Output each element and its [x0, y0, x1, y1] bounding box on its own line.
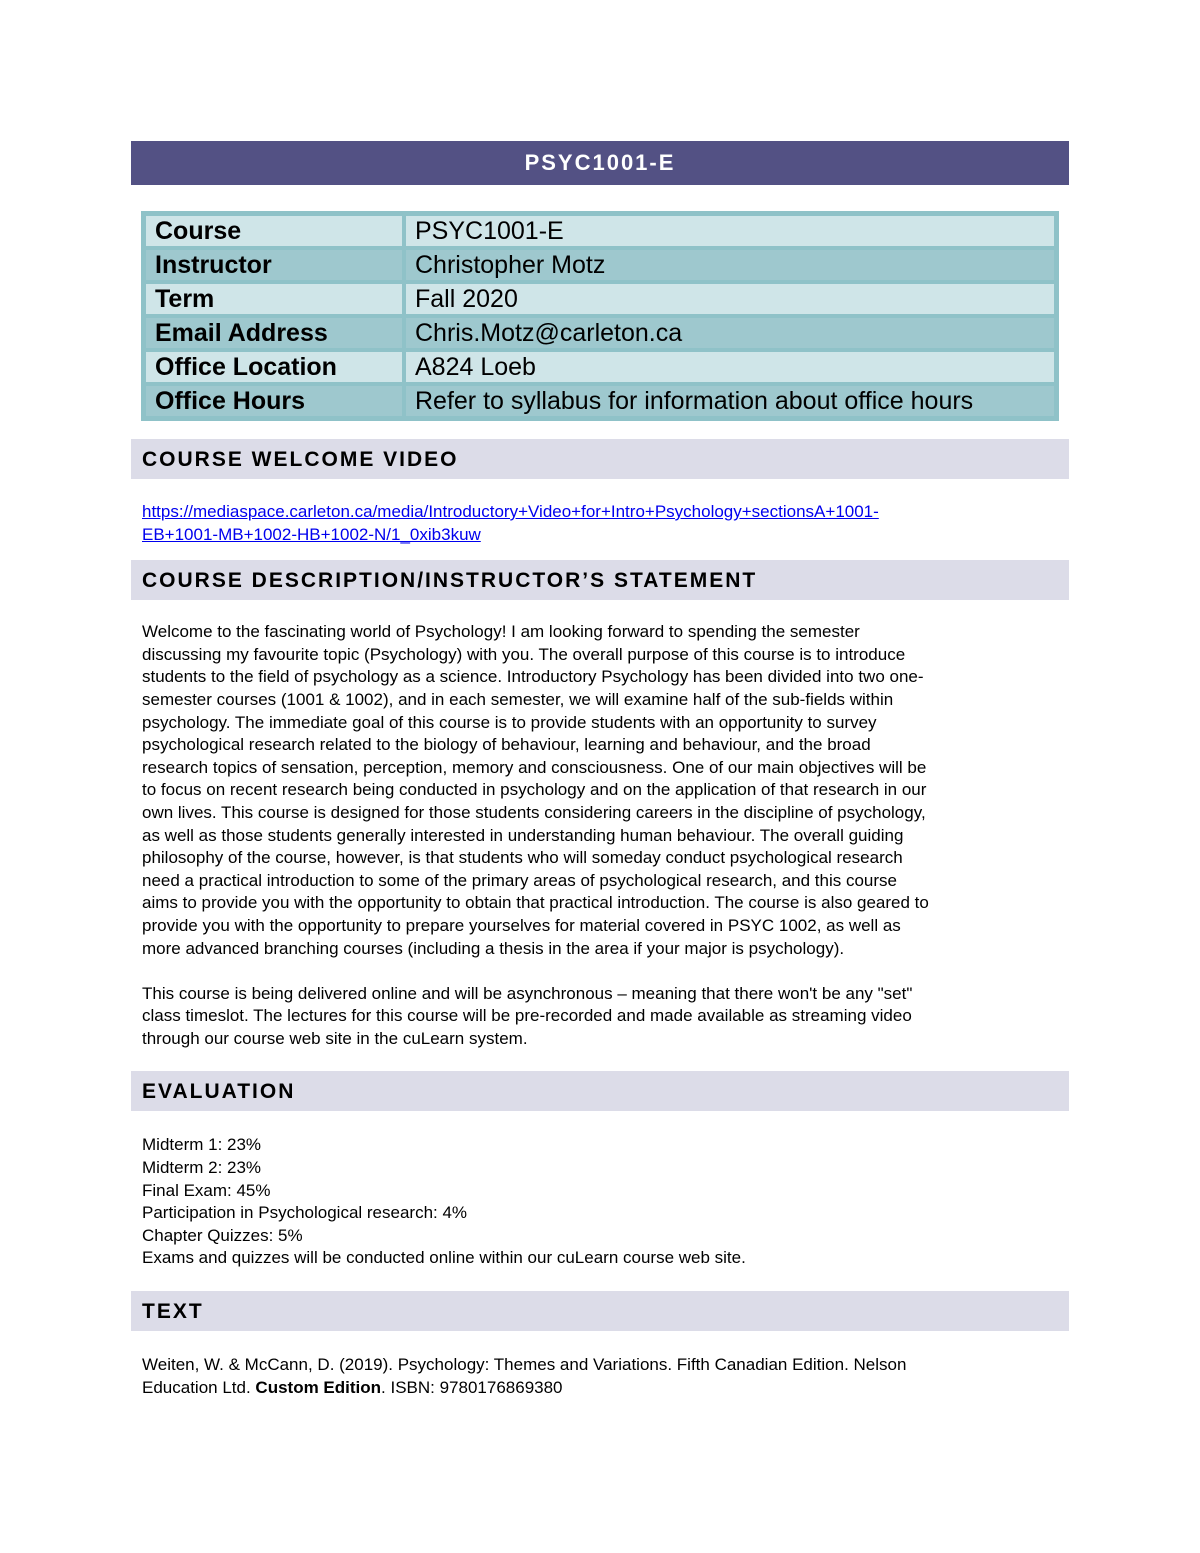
paragraph-line: students to the field of psychology as a science. Introductory Psychology has been divided into two one- [142, 667, 924, 687]
table-row [144, 384, 1056, 418]
table-row [144, 350, 1056, 384]
citation-publisher: Education Ltd. [142, 1377, 256, 1397]
evaluation-heading: EVALUATION [131, 1071, 1069, 1111]
paragraph-line: own lives. This course is designed for those students considering careers in the discipline of psychology, [142, 802, 926, 822]
textbook-citation [131, 1354, 1069, 1399]
citation-custom-edition: Custom Edition [255, 1377, 382, 1397]
welcome-video-link-block [131, 501, 1069, 546]
table-row [144, 282, 1056, 316]
info-label: Course [144, 214, 404, 248]
paragraph-line: more advanced branching courses (including a thesis in the area if your major is psychology). [142, 938, 845, 958]
evaluation-item: Chapter Quizzes: 5% [142, 1225, 303, 1245]
info-label: Email Address [144, 316, 404, 350]
paragraph-line: class timeslot. The lectures for this course will be pre-recorded and made available as streaming video [142, 1006, 912, 1026]
paragraph-line: semester courses (1001 & 1002), and in each semester, we will examine half of the sub-fields within [142, 689, 894, 709]
description-body [131, 621, 1069, 1050]
paragraph-line: philosophy of the course, however, is that students who will someday conduct psychological research [142, 848, 903, 868]
paragraph-line: as well as those students generally interested in understanding human behaviour. The overall guiding [142, 825, 904, 845]
citation-line [142, 1377, 1059, 1400]
info-value: Chris.Motz@carleton.ca [404, 316, 1056, 350]
paragraph-line: need a practical introduction to some of the primary areas of psychological research, and this course [142, 870, 898, 890]
citation-isbn: . ISBN: 9780176869380 [381, 1377, 563, 1397]
paragraph-line: This course is being delivered online and will be asynchronous – meaning that there won't be any "set" [142, 983, 913, 1003]
evaluation-item: Exams and quizzes will be conducted online within our cuLearn course web site. [142, 1248, 746, 1268]
paragraph-line: psychology. The immediate goal of this course is to provide students with an opportunity to survey [142, 712, 877, 732]
info-value: Refer to syllabus for information about office hours [404, 384, 1056, 418]
paragraph-line: Welcome to the fascinating world of Psychology! I am looking forward to spending the semester [142, 622, 860, 642]
table-row [144, 214, 1056, 248]
welcome-video-heading: COURSE WELCOME VIDEO [131, 439, 1069, 479]
welcome-video-link[interactable]: https://mediaspace.carleton.ca/media/Introductory+Video+for+Intro+Psychology+sectionsA+1001- [142, 502, 879, 521]
info-value: Christopher Motz [404, 248, 1056, 282]
paragraph-line: psychological research related to the biology of behaviour, learning and behaviour, and the broad [142, 735, 871, 755]
syllabus-page [131, 141, 1069, 1399]
evaluation-item: Participation in Psychological research: 4% [142, 1203, 468, 1223]
info-label: Office Location [144, 350, 404, 384]
info-label: Office Hours [144, 384, 404, 418]
info-value: Fall 2020 [404, 282, 1056, 316]
evaluation-list [131, 1134, 1069, 1270]
info-label: Term [144, 282, 404, 316]
info-value: PSYC1001-E [404, 214, 1056, 248]
evaluation-item: Midterm 2: 23% [142, 1158, 262, 1178]
paragraph-line: research topics of sensation, perception, memory and consciousness. One of our main objectives will be [142, 757, 927, 777]
evaluation-item: Midterm 1: 23% [142, 1135, 262, 1155]
info-value: A824 Loeb [404, 350, 1056, 384]
info-label: Instructor [144, 248, 404, 282]
description-heading: COURSE DESCRIPTION/INSTRUCTOR’S STATEMENT [131, 560, 1069, 600]
paragraph-line: through our course web site in the cuLearn system. [142, 1028, 528, 1048]
page-title: PSYC1001-E [131, 141, 1069, 185]
text-heading: TEXT [131, 1291, 1069, 1331]
table-row [144, 248, 1056, 282]
evaluation-item: Final Exam: 45% [142, 1180, 271, 1200]
description-paragraph-2 [142, 983, 1059, 1051]
description-paragraph-1 [142, 621, 1059, 960]
welcome-video-link-continued[interactable]: EB+1001-MB+1002-HB+1002-N/1_0xib3kuw [142, 524, 481, 544]
paragraph-line: provide you with the opportunity to prepare yourselves for material covered in PSYC 1002, as well as [142, 915, 901, 935]
paragraph-line: discussing my favourite topic (Psychology) with you. The overall purpose of this course is to introduce [142, 644, 906, 664]
citation-line: Weiten, W. & McCann, D. (2019). Psychology: Themes and Variations. Fifth Canadian Edition. Nelson [142, 1355, 907, 1375]
course-info-table [141, 211, 1059, 421]
paragraph-line: to focus on recent research being conducted in psychology and on the application of that research in our [142, 780, 927, 800]
table-row [144, 316, 1056, 350]
paragraph-line: aims to provide you with the opportunity to obtain that practical introduction. The course is also geared to [142, 893, 929, 913]
